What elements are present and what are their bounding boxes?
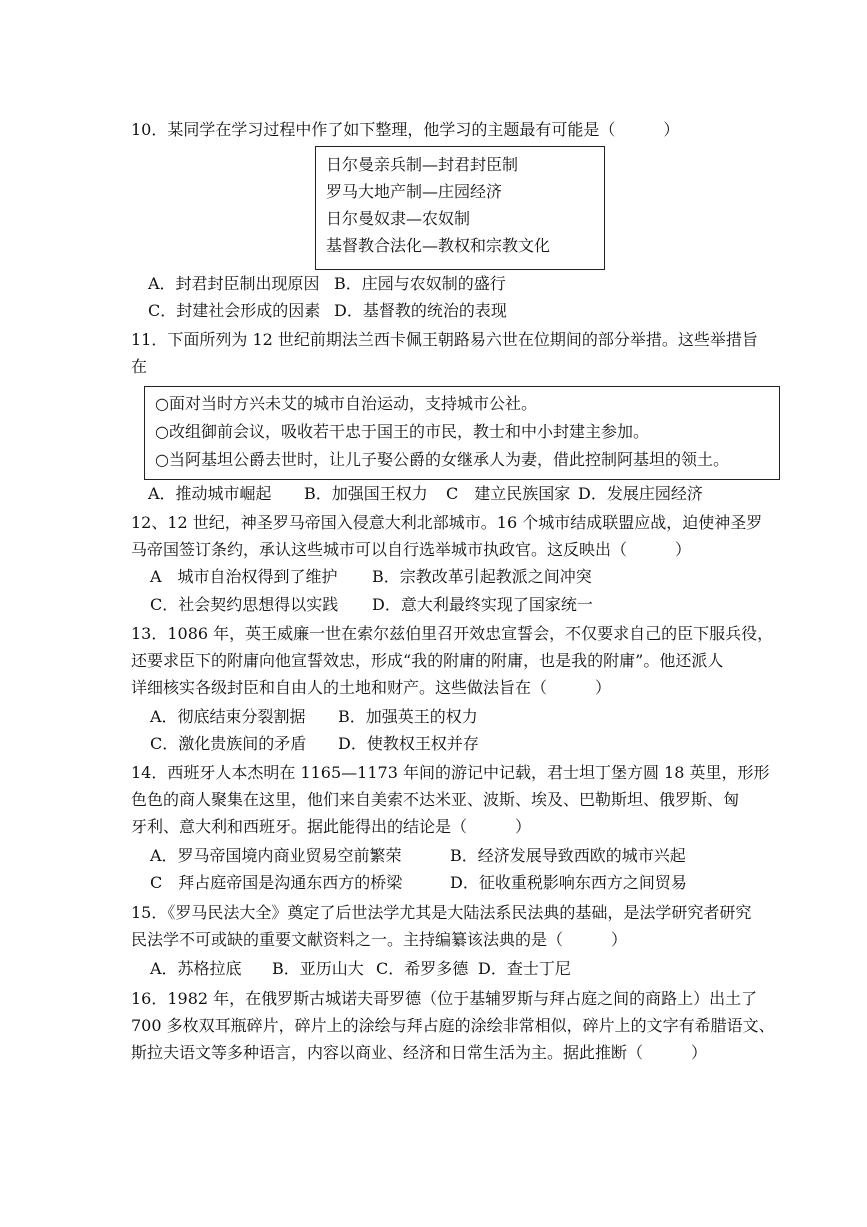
q11-option-a[interactable]: A．推动城市崛起 — [148, 484, 272, 503]
q11-box-line-1: ○面对当时方兴未艾的城市自治运动，支持城市公社。 — [155, 394, 537, 413]
q13-option-d[interactable]: D．使教权王权并存 — [338, 734, 479, 753]
q13-option-c[interactable]: C．激化贵族间的矛盾 — [150, 734, 307, 753]
q12-option-d[interactable]: D．意大利最终实现了国家统一 — [372, 595, 593, 614]
q13-stem-line-3: 详细核实各级封臣和自由人的土地和财产。这些做法旨在（ ） — [131, 678, 612, 697]
q10-option-a[interactable]: A．封君封臣制出现原因 — [148, 274, 320, 293]
q14-option-a[interactable]: A．罗马帝国境内商业贸易空前繁荣 — [150, 846, 402, 865]
q15-option-d[interactable]: D．查士丁尼 — [478, 959, 571, 978]
q15-stem-line-1: 15．《罗马民法大全》奠定了后世法学尤其是大陆法系民法典的基础，是法学研究者研究 — [131, 903, 752, 922]
q13-stem-line-2: 还要求臣下的附庸向他宣誓效忠，形成“我的附庸的附庸，也是我的附庸”。他还派人 — [131, 651, 724, 670]
q12-option-c[interactable]: C．社会契约思想得以实践 — [150, 595, 339, 614]
q13-option-a[interactable]: A．彻底结束分裂割据 — [150, 707, 306, 726]
q10-option-d[interactable]: D．基督教的统治的表现 — [334, 301, 507, 320]
q12-option-a[interactable]: A 城市自治权得到了维护 — [150, 567, 338, 586]
q15-option-b[interactable]: B．亚历山大 — [272, 959, 364, 978]
q11-stem-line-1: 11．下面所列为 12 世纪前期法兰西卡佩王朝路易六世在位期间的部分举措。这些举措旨 — [131, 330, 758, 349]
q10-option-b[interactable]: B．庄园与农奴制的盛行 — [334, 274, 506, 293]
q14-stem-line-1: 14．西班牙人本杰明在 1165—1173 年间的游记中记载，君士坦丁堡方圆 18 英里，形形 — [131, 763, 770, 782]
q15-option-a[interactable]: A．苏格拉底 — [150, 959, 242, 978]
q10-box-line-3: 日尔曼奴隶—农奴制 — [326, 209, 471, 228]
q14-stem-line-2: 色色的商人聚集在这里，他们来自美索不达米亚、波斯、埃及、巴勒斯坦、俄罗斯、匈 — [131, 790, 740, 809]
q11-option-b[interactable]: B．加强国王权力 — [304, 484, 428, 503]
q11-box-line-3: ○当阿基坦公爵去世时，让儿子娶公爵的女继承人为妻，借此控制阿基坦的领土。 — [155, 450, 729, 469]
q13-stem-line-1: 13．1086 年，英王威廉一世在索尔兹伯里召开效忠宣誓会，不仅要求自己的臣下服兵役， — [131, 624, 774, 643]
q10-box — [315, 146, 605, 270]
q16-stem-line-2: 700 多枚双耳瓶碎片，碎片上的涂绘与拜占庭的涂绘非常相似，碎片上的文字有希腊语文、 — [131, 1016, 775, 1035]
q13-option-b[interactable]: B．加强英王的权力 — [338, 707, 478, 726]
q14-stem-line-3: 牙利、意大利和西班牙。据此能得出的结论是（ ） — [131, 817, 532, 836]
q11-stem-line-2: 在 — [131, 357, 148, 376]
q14-option-c[interactable]: C 拜占庭帝国是沟通东西方的桥梁 — [150, 873, 403, 892]
q10-box-line-4: 基督教合法化—教权和宗教文化 — [326, 236, 551, 255]
q11-option-d[interactable]: D．发展庄园经济 — [578, 484, 703, 503]
q11-option-c[interactable]: C 建立民族国家 — [446, 484, 571, 503]
q15-stem-line-2: 民法学不可或缺的重要文献资料之一。主持编纂该法典的是（ ） — [131, 930, 628, 949]
q10-stem: 10．某同学在学习过程中作了如下整理，他学习的主题最有可能是（ ） — [131, 120, 680, 139]
q11-box — [144, 386, 780, 480]
q11-box-line-2: ○改组御前会议，吸收若干忠于国王的市民，教士和中小封建主参加。 — [155, 422, 649, 441]
q10-box-line-2: 罗马大地产制—庄园经济 — [326, 182, 503, 201]
q12-option-b[interactable]: B．宗教改革引起教派之间冲突 — [372, 567, 592, 586]
q12-stem-line-1: 12、12 世纪，神圣罗马帝国入侵意大利北部城市。16 个城市结成联盟应战，迫使神圣罗 — [131, 513, 763, 532]
q14-option-b[interactable]: B．经济发展导致西欧的城市兴起 — [450, 846, 686, 865]
q10-box-line-1: 日尔曼亲兵制—封君封臣制 — [326, 155, 519, 174]
q16-stem-line-3: 斯拉夫语文等多种语言，内容以商业、经济和日常生活为主。据此推断（ ） — [131, 1043, 708, 1062]
q15-option-c[interactable]: C．希罗多德 — [376, 959, 469, 978]
q10-option-c[interactable]: C．封建社会形成的因素 — [148, 301, 321, 320]
q14-option-d[interactable]: D．征收重税影响东西方之间贸易 — [450, 873, 687, 892]
q16-stem-line-1: 16．1982 年，在俄罗斯古城诺夫哥罗德（位于基辅罗斯与拜占庭之间的商路上）出土了 — [131, 989, 758, 1008]
q12-stem-line-2: 马帝国签订条约，承认这些城市可以自行选举城市执政官。这反映出（ ） — [131, 540, 692, 559]
